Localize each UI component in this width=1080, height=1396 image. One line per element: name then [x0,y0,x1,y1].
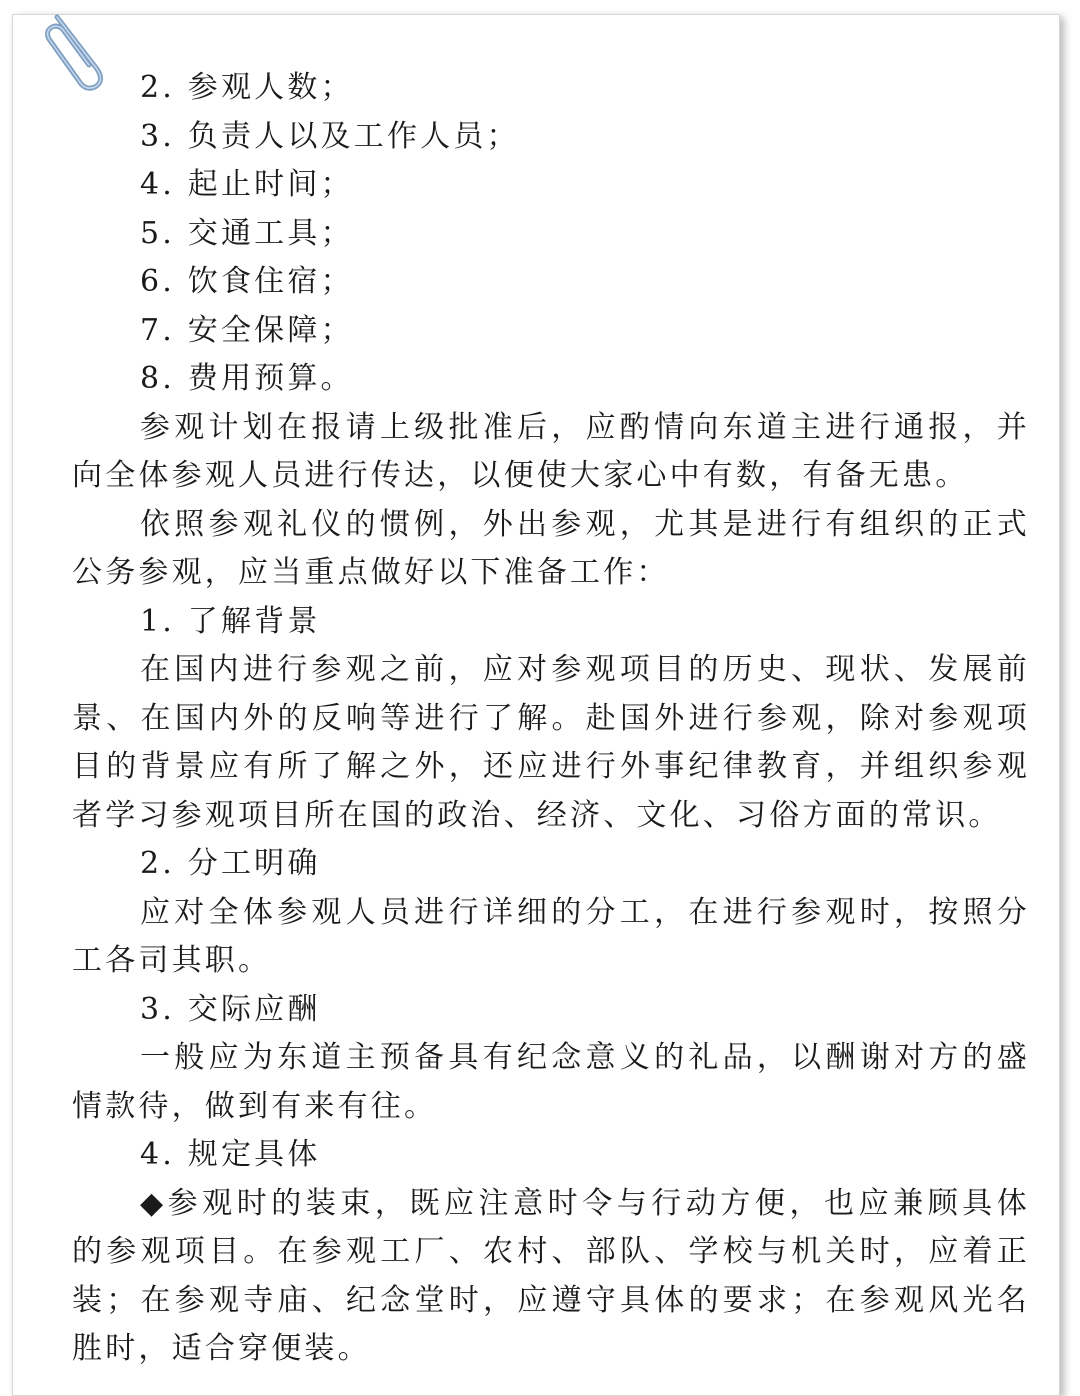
paragraph-line: 目的背景应有所了解之外，还应进行外事纪律教育，并组织参观 [72,749,1030,784]
paragraph-line: 向全体参观人员进行传达，以便使大家心中有数，有备无患。 [72,458,969,493]
paragraph-line: 应对全体参观人员进行详细的分工，在进行参观时，按照分 [140,894,1030,930]
paragraph-line: 在国内进行参观之前，应对参观项目的历史、现状、发展前 [140,652,1030,687]
section-heading: 2. 分工明确 [140,846,321,881]
paragraph-line: 胜时，适合穿便装。 [72,1331,371,1366]
list-item: 6. 饮食住宿； [140,264,354,299]
list-item: 4. 起止时间； [140,167,354,202]
paragraph-line: 参观计划在报请上级批准后，应酌情向东道主进行通报，并 [140,409,1030,445]
paragraph-line: 情款待，做到有来有往。 [72,1088,438,1124]
document-body [72,64,1030,1374]
paragraph-line: 一般应为东道主预备具有纪念意义的礼品，以酬谢对方的盛 [140,1040,1030,1075]
paragraph-line: 景、在国内外的反响等进行了解。赴国外进行参观，除对参观项 [72,700,1030,736]
list-item: 3. 负责人以及工作人员； [140,118,520,154]
list-item: 7. 安全保障； [140,312,354,348]
paperclip-icon [39,11,109,93]
list-item: 8. 费用预算。 [140,361,354,396]
section-heading: 1. 了解背景 [140,603,321,639]
paragraph-line: 公务参观，应当重点做好以下准备工作： [72,555,670,590]
paragraph-line: ◆参观时的装束，既应注意时令与行动方便，也应兼顾具体 [140,1185,1030,1221]
paragraph-line: 依照参观礼仪的惯例，外出参观，尤其是进行有组织的正式 [140,506,1030,542]
paragraph-line: 装；在参观寺庙、纪念堂时，应遵守具体的要求；在参观风光名 [72,1282,1030,1318]
paragraph-line: 工各司其职。 [72,943,272,978]
list-item: 2. 参观人数； [140,70,354,105]
section-heading: 4. 规定具体 [140,1137,321,1172]
list-item: 5. 交通工具； [140,215,354,251]
paragraph-line: 的参观项目。在参观工厂、农村、部队、学校与机关时，应着正 [72,1234,1030,1269]
paragraph-line: 者学习参观项目所在国的政治、经济、文化、习俗方面的常识。 [72,797,1002,833]
section-heading: 3. 交际应酬 [140,991,321,1027]
